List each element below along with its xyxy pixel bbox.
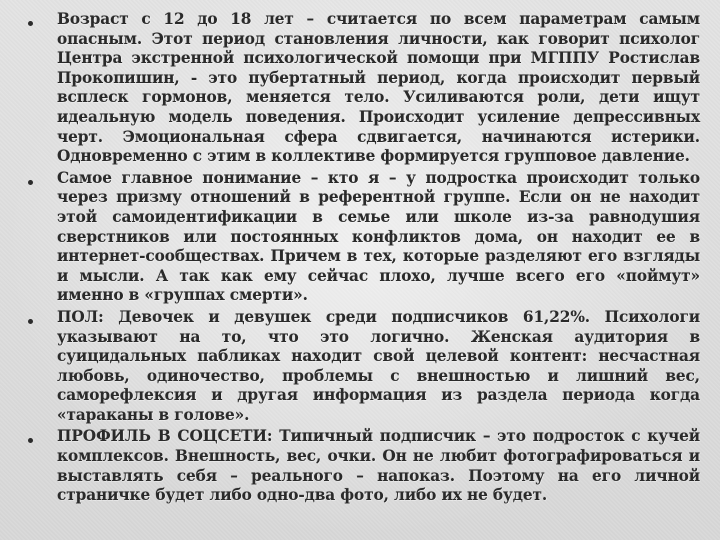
bullet-item-gender: [28, 308, 700, 426]
bullet-item-self-understanding: [28, 169, 700, 306]
bullet-list: [28, 10, 700, 508]
bullet-item-social-profile: [28, 427, 700, 505]
bullet-item-age: [28, 10, 700, 167]
bullet-dot: [28, 180, 33, 185]
bullet-text-social-profile: ПРОФИЛЬ В СОЦСЕТИ: Типичный подписчик – это подросток с кучей комплексов. Внешность, вес, очки. Он не любит фотографироваться и выставлять себя – реального – напоказ. Поэтому на его личной страничке будет либо одно-два фото, либо их не будет.: [57, 427, 700, 505]
bullet-dot: [28, 21, 33, 26]
bullet-text-gender: ПОЛ: Девочек и девушек среди подписчиков 61,22%. Психологи указывают на то, что это логично. Женская аудитория в суицидальных пабликах находит свой целевой контент: несчастная любовь, одиночество, проблемы с внешностью и лишний вес, саморефлексия и другая информация из раздела периода когда «тараканы в голове».: [57, 307, 700, 424]
bullet-dot: [28, 319, 33, 324]
bullet-dot: [28, 438, 33, 443]
bullet-text-age: Возраст с 12 до 18 лет – считается по всем параметрам самым опасным. Этот период становления личности, как говорит психолог Центра экстренной психологической помощи при МГППУ Ростислав Прокопишин, - это пубертатный период, когда происходит первый всплеск гормонов, меняется тело. Усиливаются роли, дети ищут идеальную модель поведения. Происходит усиление депрессивных черт. Эмоциональная сфера сдвигается, начинаются истерики. Одновременно с этим в коллективе формируется групповое давление.: [57, 10, 700, 166]
bullet-text-self-understanding: Самое главное понимание – кто я – у подростка происходит только через призму отношений в референтной группе. Если он не находит этой самоидентификации в семье или школе из-за равнодушия сверстников или постоянных конфликтов дома, он находит ее в интернет-сообществах. Причем в тех, которые разделяют его взгляды и мысли. А так как ему сейчас плохо, лучше всего его «поймут» именно в «группах смерти».: [57, 168, 700, 305]
